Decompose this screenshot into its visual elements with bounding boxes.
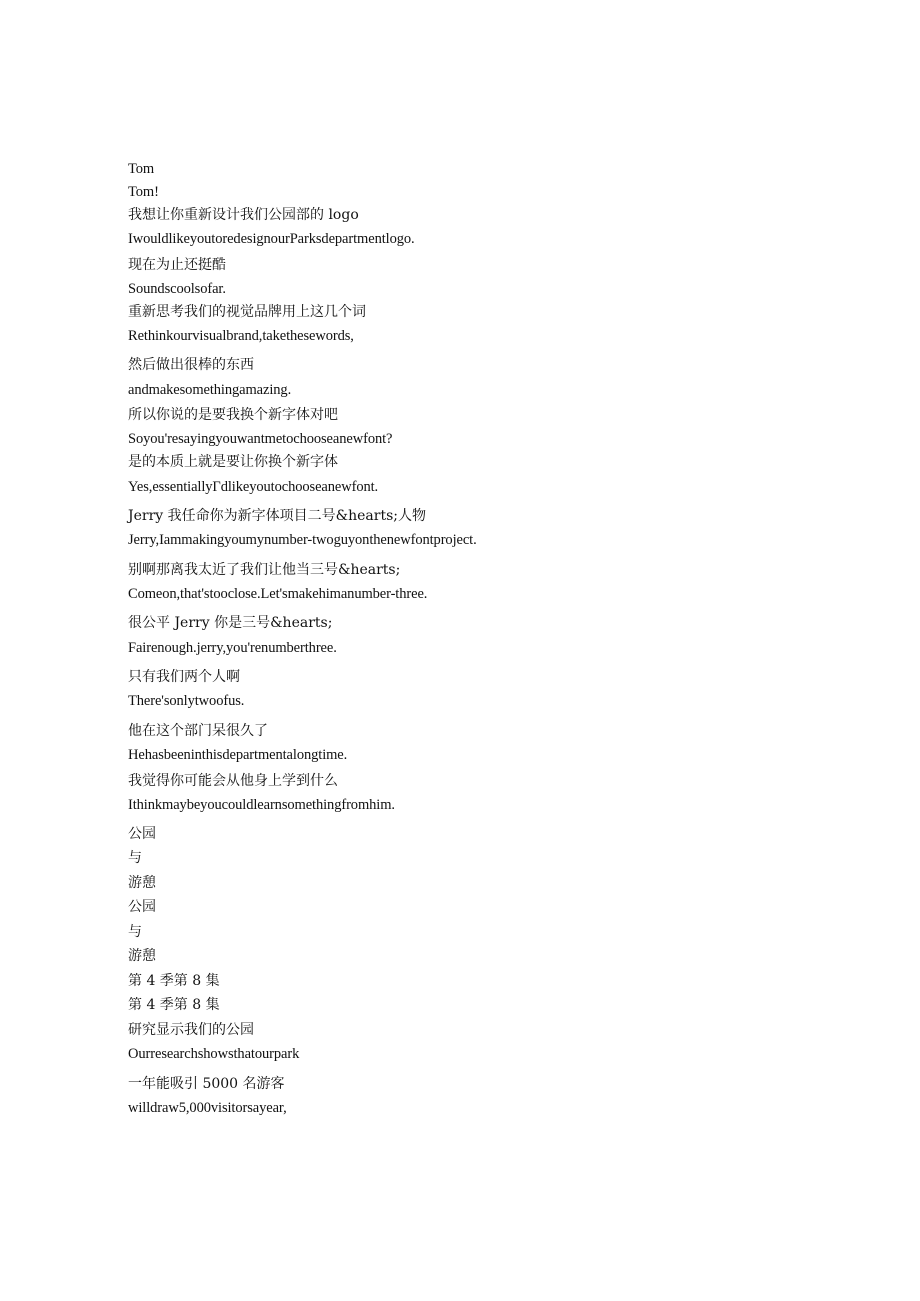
text-line: 研究显示我们的公园 (128, 1022, 254, 1038)
text-line: 我想让你重新设计我们公园部的 logo (128, 207, 359, 223)
text-line: 我觉得你可能会从他身上学到什么 (128, 773, 338, 789)
text-line: 是的本质上就是要让你换个新字体 (128, 454, 338, 470)
text-line: andmakesomethingamazing. (128, 382, 292, 398)
text-line: There'sonlytwoofus. (128, 693, 245, 709)
text-line: 公园 (128, 899, 156, 915)
text-line: Ourresearchshowsthatourpark (128, 1046, 300, 1062)
text-line: Jerry 我任命你为新字体项目二号&hearts;人物 (128, 508, 426, 524)
text-line: Tom (128, 161, 155, 177)
text-line: Rethinkourvisualbrand,takethesewords, (128, 328, 354, 344)
text-line: 游憩 (128, 875, 156, 891)
text-line: Soyou'resayingyouwantmetochooseanewfont? (128, 431, 393, 447)
text-line: 现在为止还挺酷 (128, 257, 226, 273)
text-line: 很公平 Jerry 你是三号&hearts; (128, 615, 333, 631)
text-line: 与 (128, 924, 142, 940)
text-line: Yes,essentiallyΓdlikeyoutochooseanewfont. (128, 479, 379, 495)
text-line: Soundscoolsofar. (128, 281, 226, 297)
text-line: 游憩 (128, 948, 156, 964)
text-line: 与 (128, 850, 142, 866)
text-line: Fairenough.jerry,you'renumberthree. (128, 640, 337, 656)
text-line: 公园 (128, 826, 156, 842)
text-line: 第 4 季第 8 集 (128, 973, 220, 989)
text-line: 然后做出很棒的东西 (128, 357, 254, 373)
text-line: 第 4 季第 8 集 (128, 997, 220, 1013)
text-line: 重新思考我们的视觉品牌用上这几个词 (128, 304, 366, 320)
text-line: 一年能吸引 5000 名游客 (128, 1076, 285, 1092)
text-line: Hehasbeeninthisdepartmentalongtime. (128, 747, 348, 763)
text-line: 他在这个部门呆很久了 (128, 723, 268, 739)
text-line: 别啊那离我太近了我们让他当三号&hearts; (128, 562, 401, 578)
text-line: Comeon,that'stooclose.Let'smakehimanumber-three. (128, 586, 428, 602)
text-line: Tom! (128, 184, 159, 200)
text-line: Ithinkmaybeyoucouldlearnsomethingfromhim. (128, 797, 395, 813)
text-line: IwouldlikeyoutoredesignourParksdepartmentlogo. (128, 231, 415, 247)
text-line: 只有我们两个人啊 (128, 669, 240, 685)
text-line: Jerry,Iammakingyoumynumber-twoguyonthenewfontproject. (128, 532, 477, 548)
text-line: 所以你说的是要我换个新字体对吧 (128, 407, 338, 423)
text-line: willdraw5,000visitorsayear, (128, 1100, 287, 1116)
